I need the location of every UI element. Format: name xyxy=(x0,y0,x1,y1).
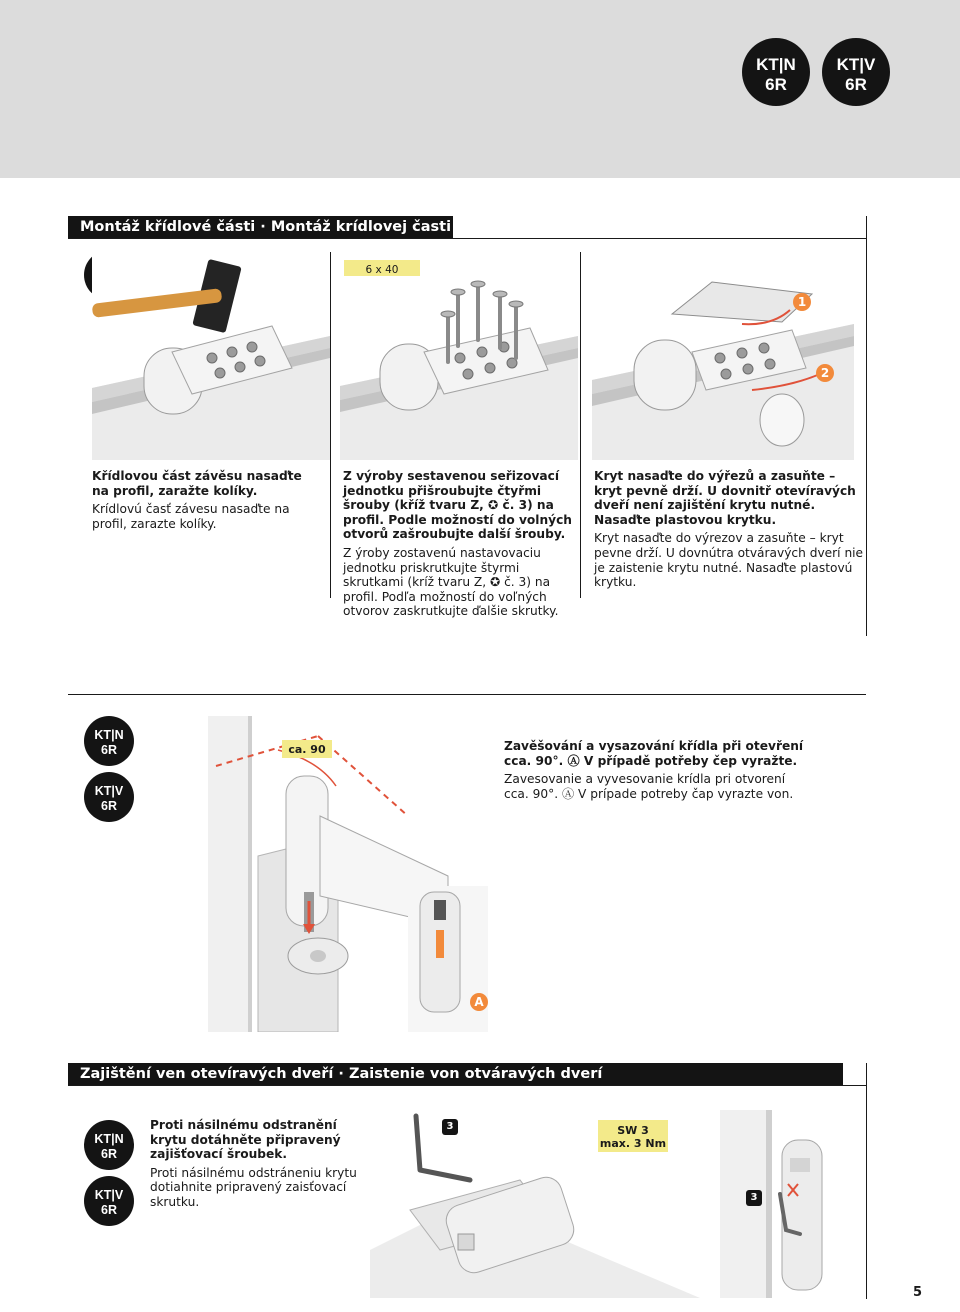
photo-screw-detail xyxy=(704,1110,864,1298)
badge-1: 1 xyxy=(793,293,811,311)
step3-sk: Kryt nasaďte do výrezov a zasuňte – kryt pevne drží. U dovnútra otváravých dverí nie je zaistenie krytu nutné. Nasaďte plastovú krytku. xyxy=(594,531,864,590)
step2-sk: Z ýroby zostavenú nastavovaciu jednotku priskrutkujte štyrmi skrutkami (kríž tvaru Z, ✪ č. 3) na profil. Podľa možností do voľných otvorov zaskrutkujte ďalšie skrutky. xyxy=(343,545,559,619)
section1-vline xyxy=(866,216,867,636)
badge-3a: 3 xyxy=(442,1119,458,1135)
svg-text:KT|V: KT|V xyxy=(94,1188,124,1202)
divider-2 xyxy=(580,252,581,598)
logo-ktin-s2 xyxy=(84,716,134,766)
svg-text:6R: 6R xyxy=(101,799,117,813)
svg-text:KT|N: KT|N xyxy=(94,728,124,742)
section1-title xyxy=(68,216,453,238)
svg-text:6R: 6R xyxy=(101,743,117,757)
step1-text xyxy=(92,469,320,531)
step2-cz: Z výroby sestavenou seřizovací jednotku přišroubujte čtyřmi šrouby (kříž tvaru Z, ✪ č. 3) na profil. Podle možností do volných otvorů zašroubujte další šrouby. xyxy=(343,469,572,542)
torque-tag xyxy=(598,1120,668,1152)
svg-text:KT|N: KT|N xyxy=(756,55,796,74)
section2-sk: Zavesovanie a vyvesovanie krídla pri otvorení cca. 90°. Ⓐ V prípade potreby čap vyrazte von. xyxy=(504,772,794,801)
step3-cz: Kryt nasaďte do výřezů a zasuňte – kryt pevně drží. U dovnitř otevíravých dveří není zajištění krytu nutné. Nasaďte plastovou krytku. xyxy=(594,469,856,527)
svg-text:6R: 6R xyxy=(765,75,787,94)
svg-text:6R: 6R xyxy=(101,1147,117,1161)
section3-text xyxy=(150,1118,360,1210)
section1-rule xyxy=(68,238,866,239)
divider-1 xyxy=(330,252,331,598)
section3-cz: Proti násilnému odstranění krytu dotáhněte připravený zajišťovací šroubek. xyxy=(150,1118,341,1162)
section1-title-sk: Montáž krídlovej časti xyxy=(270,219,452,235)
svg-text:KT|V: KT|V xyxy=(94,784,124,798)
angle-tag xyxy=(282,740,332,758)
step1-cz: Křídlovou část závěsu nasaďte na profil, zaražte kolíky. xyxy=(92,469,302,498)
torque-line1: SW 3 xyxy=(617,1124,649,1137)
photo-hammer-step xyxy=(92,248,330,460)
section2-text xyxy=(504,739,804,801)
section3-title-sk: Zaistenie von otváravých dverí xyxy=(348,1066,603,1082)
step3-text xyxy=(594,469,864,590)
svg-text:KT|V: KT|V xyxy=(836,55,876,74)
logo-ktiv-s2 xyxy=(84,772,134,822)
angle-label: ca. 90 xyxy=(288,743,326,756)
section3-title xyxy=(68,1063,843,1085)
step2-text xyxy=(343,469,575,619)
page-number: 5 xyxy=(912,1285,922,1300)
photo-screws-step xyxy=(340,276,578,460)
torque-line2: max. 3 Nm xyxy=(599,1137,667,1150)
section2-cz: Zavěšování a vysazování křídla při otevření cca. 90°. Ⓐ V případě potřeby čep vyražte. xyxy=(504,739,804,768)
logo-ktin-top xyxy=(742,38,810,106)
badge-a: A xyxy=(470,993,488,1011)
top-band xyxy=(0,0,960,178)
photo-cover-step xyxy=(592,260,854,460)
logo-ktiv-top xyxy=(822,38,890,106)
section3-rule xyxy=(68,1085,866,1086)
screw-spec-line1: 6 x 40 xyxy=(365,264,399,276)
svg-text:6R: 6R xyxy=(845,75,867,94)
section3-title-cz: Zajištění ven otevíravých dveří xyxy=(80,1066,334,1082)
svg-text:6R: 6R xyxy=(101,1203,117,1217)
photo-hanging-door xyxy=(208,716,488,1032)
logo-ktiv-s3 xyxy=(84,1176,134,1226)
logo-ktin-s3 xyxy=(84,1120,134,1170)
badge-2: 2 xyxy=(816,364,834,382)
section3-title-sep: · xyxy=(333,1066,349,1082)
section1-title-sep: · xyxy=(255,219,271,235)
section3-vline xyxy=(866,1063,867,1299)
section3-sk: Proti násilnému odstráneniu krytu dotiahnite pripravený zaisťovací skrutku. xyxy=(150,1165,357,1209)
svg-text:KT|N: KT|N xyxy=(94,1132,124,1146)
badge-3b: 3 xyxy=(746,1190,762,1206)
section1-title-cz: Montáž křídlové části xyxy=(80,219,256,235)
step1-sk: Krídlovú časť závesu nasaďte na profil, zarazte kolíky. xyxy=(92,502,290,531)
section2-rule xyxy=(68,694,866,695)
